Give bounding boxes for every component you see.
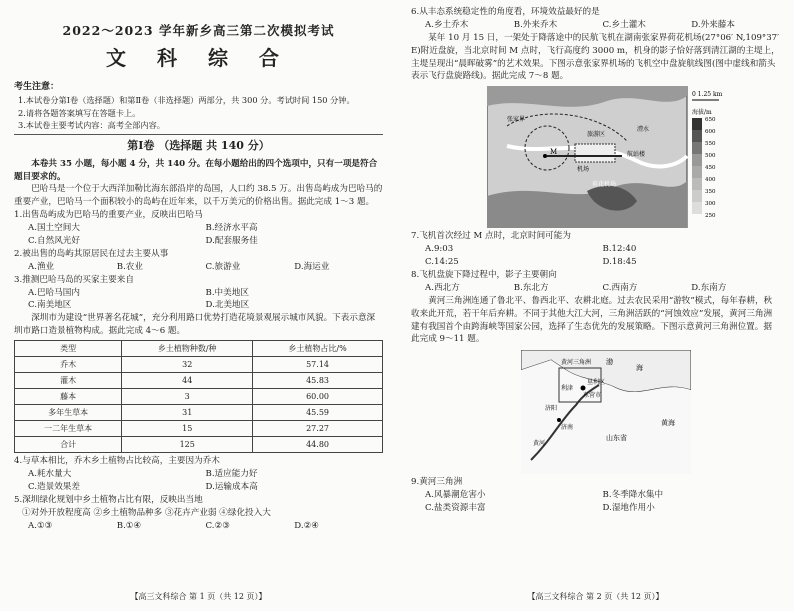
map-label: 垦利区 [587,379,606,387]
map-label: 济南 [561,424,574,432]
option: B.经济水平高 [205,223,258,234]
option: D.②④ [294,520,319,531]
svg-text:650: 650 [705,117,716,124]
option: D.海运业 [294,261,330,272]
options [14,222,383,248]
option: A.乡土乔木 [425,19,469,30]
question-items: ①对外开放程度高 ②乡土植物品种多 ③花卉产业弱 ④绿化投入大 [22,507,271,518]
map-label: 渤 [606,358,613,367]
table-row [15,389,383,405]
section-intro: 本卷共 35 小题，每小题 4 分，共 140 分。在每小题给出的四个选项中，只有一项是符合题目要求的。 [14,158,378,182]
question-stem: 7.飞机首次经过 M 点时，北京时间可能为 [411,231,571,242]
svg-text:500: 500 [705,153,716,160]
elevation-legend [692,117,716,219]
option: A.风暴潮危害小 [425,490,486,501]
page-footer: 【高三文科综合 第 2 页（共 12 页）】 [527,592,664,601]
table-cell: 合计 [15,437,122,453]
map-label-m: M [550,148,558,157]
option: B.外来乔木 [513,19,558,30]
option: B.①④ [116,520,142,531]
scale-bar: 0 1.25 km [692,91,723,99]
map-label: 黄河 [533,440,546,448]
question-stem: 3.推测巴哈马岛的买家主要来自 [14,274,134,285]
table-cell: 32 [122,357,253,373]
option: A.巴哈马国内 [28,287,80,298]
map-label: 海 [636,364,643,373]
yellow-river-map [521,350,691,474]
options [14,261,383,274]
map-label: 黄河三角洲 [561,359,592,367]
options [14,287,383,313]
map-label: 澧水 [637,126,650,134]
plant-table [14,340,383,453]
table-cell: 多年生草本 [15,405,122,421]
notice-item: 2.请将各题答案填写在答题卡上。 [18,107,141,118]
option: C.造景效果差 [28,481,80,492]
table-cell: 31 [122,405,253,421]
table-cell: 藤本 [15,389,122,405]
option: A.耗水量大 [28,469,72,479]
question-stem: 1.出售岛屿成为巴哈马的重要产业，反映出巴哈马 [14,210,203,221]
svg-text:250: 250 [705,213,716,220]
option: A.9:03 [425,244,454,255]
table-cell: 125 [122,437,253,453]
passage: 巴哈马是一个位于大西洋加勒比海东部沿岸的岛国，人口约 38.5 万。出售岛屿成为巴哈马的重要产业，巴哈马一个面积较小的岛屿在近年来，以千万美元的价格出售。据此完成 1～3 题。 [14,184,383,208]
table-cell: 27.27 [253,421,383,437]
table-header-row [15,341,383,357]
option: B.农业 [116,261,143,272]
map-label: 利津 [561,385,574,393]
table-cell: 15 [122,421,253,437]
table-header: 类型 [15,341,122,357]
legend-title: 海拔/m [692,109,712,117]
section-title: 第Ⅰ卷 （选择题 共 140 分） [127,139,270,153]
options [411,489,780,515]
page-right [397,0,794,611]
question-stem: 9.黄河三角洲 [411,477,463,488]
table-header: 乡土植物占比/% [253,341,383,357]
option: B.中美地区 [205,287,249,298]
notice-item: 1.本试卷分第Ⅰ卷（选择题）和第Ⅱ卷（非选择题）两部分，共 300 分。考试时间 150 分钟。 [18,95,355,106]
svg-text:400: 400 [705,177,716,184]
option: C.②③ [205,520,230,531]
map-label: 荷花机场 [592,181,617,189]
passage: 深圳市为建设“世界著名花城”，充分利用路口优势打造花境景观展示城市风貌。下表示意深圳市路口造景植物构成。据此完成 4～6 题。 [14,313,376,337]
map-label: 旅游区 [587,131,606,139]
table-row [15,421,383,437]
table-cell: 灌木 [15,373,122,389]
option: A.渔业 [28,261,55,272]
table-cell: 45.83 [253,373,383,389]
map-label: 机场 [577,166,590,174]
option: B.东北方 [513,282,549,293]
option: A.西北方 [425,282,460,293]
options [411,282,780,295]
table-row [15,405,383,421]
passage: 黄河三角洲连通了鲁北平、鲁西北平、农耕北庭。过去农民采用“游牧”模式，每年春耕，秋收来此开荒，若干年后弃耕。不同于其他大江大河，三角洲活跃的“河蚀效应”发展，黄河三角洲建有我国首个由跨海峡等国家公园，选择了生态优先的发展策略。下图示意黄河三角洲位置。据此完成 9～11 题。 [411,295,773,345]
table-cell: 44 [122,373,253,389]
option: C.盐类资源丰富 [425,503,486,514]
option: A.国土空间大 [28,223,80,234]
option: B.冬季降水集中 [602,490,664,501]
option: B.12:40 [602,244,637,255]
option: A.①③ [28,520,53,531]
question-stem: 2.被出售的岛屿其原居民在过去主要从事 [14,248,169,259]
table-cell: 乔木 [15,357,122,373]
question-stem: 6.从丰态系统稳定性的角度看，环境效益最好的是 [411,7,600,17]
options [411,243,780,269]
option: C.乡土灌木 [602,19,646,30]
svg-text:450: 450 [705,165,716,172]
options [411,19,780,32]
svg-text:600: 600 [705,129,716,136]
exam-title: 2022～2023 学年新乡高三第二次模拟考试 [62,23,335,38]
subject-title: 文 科 综 合 [106,45,291,70]
option: D.18:45 [602,257,637,268]
table-cell: 3 [122,389,253,405]
option: D.北美地区 [205,300,250,311]
table-cell: 45.59 [253,405,383,421]
svg-text:550: 550 [705,141,716,148]
options [14,468,383,494]
table-cell: 57.14 [253,357,383,373]
option: C.旅游业 [205,261,241,272]
airport-map [487,86,757,228]
table-header: 乡土植物种数/种 [122,341,253,357]
divider [14,134,383,135]
notice-title: 考生注意： [14,81,60,92]
question-stem: 8.飞机盘旋下降过程中，影子主要朝向 [411,270,557,281]
option: C.西南方 [602,282,638,293]
table-row [15,437,383,453]
notice-item: 3.本试卷主要考试内容：高考全部内容。 [18,119,165,130]
table-row [15,357,383,373]
map-label: 东营市 [583,392,602,400]
map-label: 济阳 [545,405,558,413]
map-label: 黄海 [661,419,675,428]
option: C.南美地区 [28,300,72,311]
map-label: 航站楼 [627,151,646,159]
option: D.东南方 [691,282,727,293]
option: D.配套服务佳 [205,235,258,246]
passage: 某年 10 月 15 日，一架处于降落途中的民航飞机在湖南张家界荷花机场(27°06′ N,109°37′ E)附近盘旋，当北京时间 M 点时，飞行高度约 3000 m，机身的影子恰好落到清江湖的主堤上，主堤呈现出“晨晖破雾”的艺术效果。下图示意张家界机场的飞机空中盘旋航线图(图中虚线和箭头表示飞行盘旋路线)。据此完成 7～8 题。 [411,32,780,82]
question-stem: 4.与草本相比，乔木乡土植物占比较高，主要因为乔木 [14,456,220,467]
page-footer: 【高三文科综合 第 1 页（共 12 页）】 [130,592,267,601]
svg-text:300: 300 [705,201,716,208]
table-cell: 60.00 [253,389,383,405]
map-label: 张家界 [507,116,526,124]
table-cell: 44.80 [253,437,383,453]
svg-text:350: 350 [705,189,716,196]
option: C.14:25 [425,257,459,268]
option: D.外来藤本 [691,19,735,30]
option: D.运输成本高 [205,481,258,492]
question-stem: 5.深圳绿化规划中乡土植物占比有限，反映出当地 [14,494,203,505]
option: D.湿地作用小 [602,503,655,514]
table-cell: 一二年生草本 [15,421,122,437]
option: B.适应能力好 [205,469,258,479]
table-row [15,373,383,389]
options [14,520,383,533]
map-label: 山东省 [606,434,627,443]
option: C.自然风光好 [28,235,80,246]
